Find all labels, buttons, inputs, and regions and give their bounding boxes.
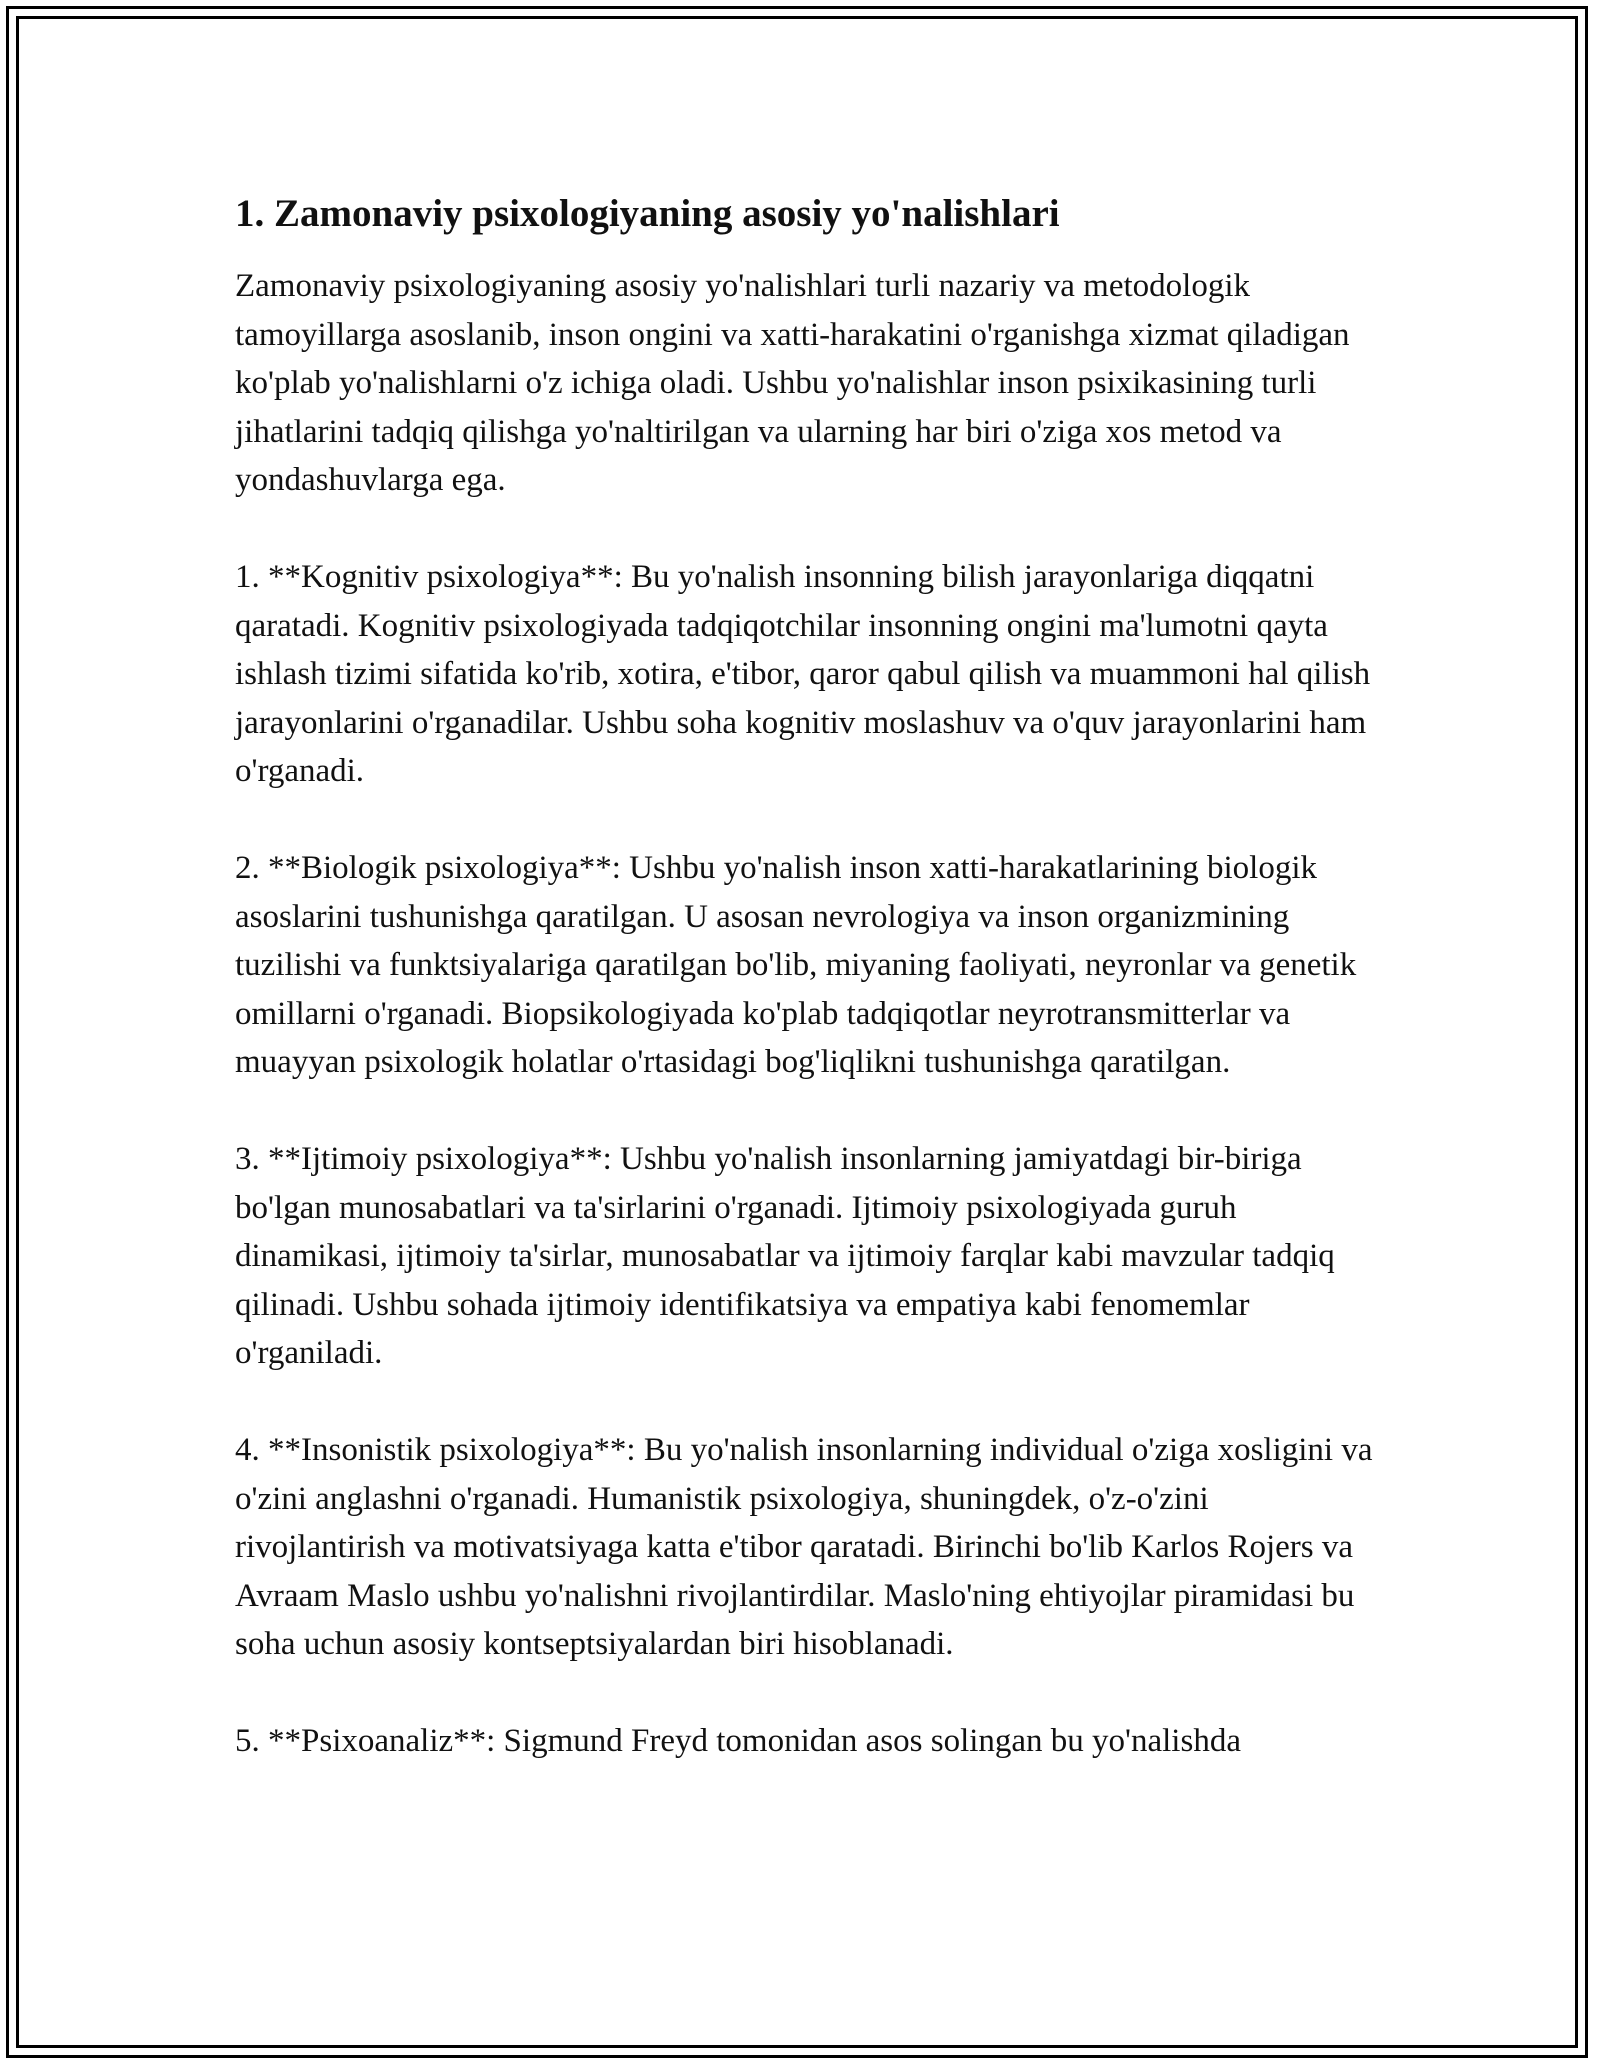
paragraph-social-psychology: 3. **Ijtimoiy psixologiya**: Ushbu yo'nalish insonlarning jamiyatdagi bir-biriga bo'lgan munosabatlari va ta'sirlarini o'rganadi. Ijtimoiy psixologiyada guruh dinamikasi, ijtimoiy ta'sirlar, munosabatlar va ijtimoiy farqlar kabi mavzular tadqiq qilinadi. Ushbu sohada ijtimoiy identifikatsiya va empatiya kabi fenomemlar o'rganiladi. bbox=[235, 1141, 1335, 1371]
paragraph-humanistic-psychology: 4. **Insonistik psixologiya**: Bu yo'nalish insonlarning individual o'ziga xosligini va o'zini anglashni o'rganadi. Humanistik psixologiya, shuningdek, o'z-o'zini rivojlantirish va motivatsiyaga katta e'tibor qaratadi. Birinchi bo'lib Karlos Rojers va Avraam Maslo ushbu yo'nalishni rivojlantirdilar. Maslo'ning ehtiyojlar piramidasi bu soha uchun asosiy kontseptsiyalardan biri hisoblanadi. bbox=[235, 1432, 1373, 1662]
paragraph-psychoanalysis: 5. **Psixoanaliz**: Sigmund Freyd tomonidan asos solingan bu yo'nalishda bbox=[235, 1723, 1241, 1759]
intro-paragraph: Zamonaviy psixologiyaning asosiy yo'nalishlari turli nazariy va metodologik tamoyillarga asoslanib, inson ongini va xatti-harakatini o'rganishga xizmat qiladigan ko'plab yo'nalishlarni o'z ichiga oladi. Ushbu yo'nalishlar inson psixikasining turli jihatlarini tadqiq qilishga yo'naltirilgan va ularning har biri o'ziga xos metod va yondashuvlarga ega. bbox=[235, 268, 1350, 498]
document-body bbox=[235, 188, 1375, 1766]
paragraph-cognitive-psychology: 1. **Kognitiv psixologiya**: Bu yo'nalish insonning bilish jarayonlariga diqqatni qaratadi. Kognitiv psixologiyada tadqiqotchilar insonning ongini ma'lumotni qayta ishlash tizimi sifatida ko'rib, xotira, e'tibor, qaror qabul qilish va muammoni hal qilish jarayonlarini o'rganadilar. Ushbu soha kognitiv moslashuv va o'quv jarayonlarini ham o'rganadi. bbox=[235, 559, 1371, 789]
paragraph-biological-psychology: 2. **Biologik psixologiya**: Ushbu yo'nalish inson xatti-harakatlarining biologik asoslarini tushunishga qaratilgan. U asosan nevrologiya va inson organizmining tuzilishi va funktsiyalariga qaratilgan bo'lib, miyaning faoliyati, neyronlar va genetik omillarni o'rganadi. Biopsikologiyada ko'plab tadqiqotlar neyrotransmitterlar va muayyan psixologik holatlar o'rtasidagi bog'liqlikni tushunishga qaratilgan. bbox=[235, 850, 1357, 1080]
section-title: 1. Zamonaviy psixologiyaning asosiy yo'nalishlari bbox=[235, 192, 1060, 235]
